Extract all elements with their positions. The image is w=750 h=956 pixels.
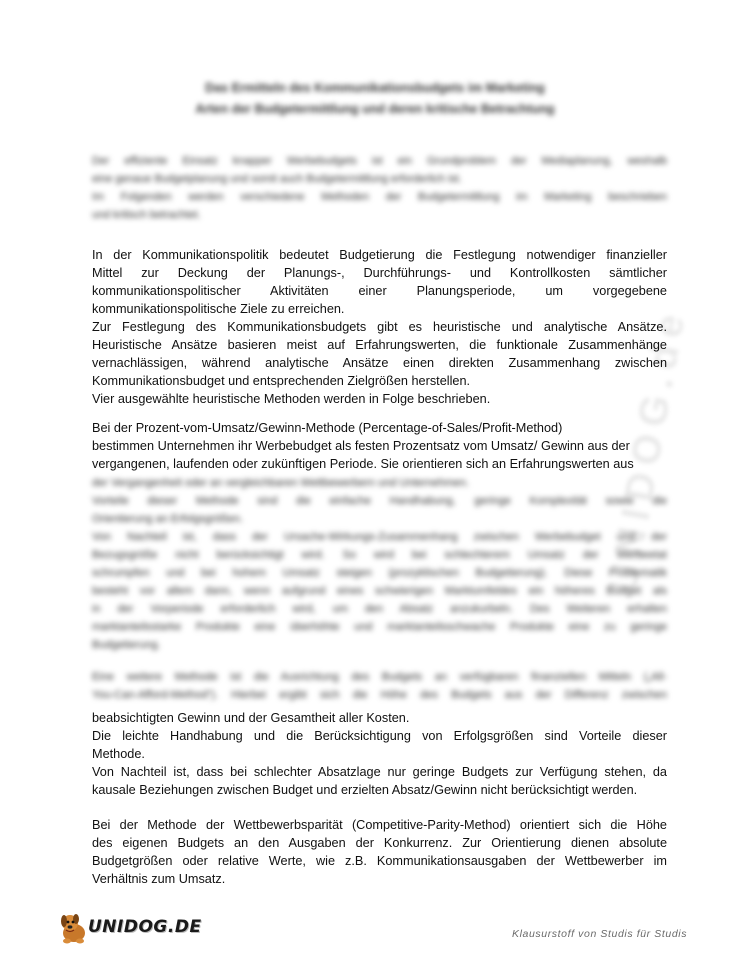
logo-text: UNIDOG.DE bbox=[88, 917, 202, 937]
text-line: Bei der Methode der Wettbewerbsparität (Competitive-Parity-Method) orientiert sich die Höhe bbox=[92, 818, 667, 832]
text-line: besteht vor allem dann, wenn aufgrund eines schwierigen Marktumfeldes ein höheres Budget als bbox=[92, 585, 667, 597]
title-line-2: Arten der Budgetermittlung und deren kritische Betrachtung bbox=[195, 102, 555, 116]
dog-icon bbox=[56, 911, 90, 945]
text-line: der Vergangenheit oder an vergleichbaren Wettbewerbern und Unternehmen. bbox=[92, 477, 470, 489]
text-line: Verhältnis zum Umsatz. bbox=[92, 872, 226, 886]
title-line-1: Das Ermitteln des Kommunikationsbudgets im Marketing bbox=[205, 81, 545, 95]
text-line: Mittel zur Deckung der Planungs-, Durchführungs- und Kontrollkosten sämtlicher bbox=[92, 266, 667, 280]
text-line: Die leichte Handhabung und die Berücksichtigung von Erfolgsgrößen sind Vorteile dieser bbox=[92, 729, 667, 743]
unidog-logo bbox=[56, 911, 202, 945]
text-line: Heuristische Ansätze basieren meist auf Erfahrungswerten, die funktionale Zusammenhänge bbox=[92, 338, 667, 352]
intro-paragraph bbox=[92, 152, 667, 224]
text-line: des eigenen Budgets an den Ausgaben der Konkurrenz. Zur Orientierung dienen absolute bbox=[92, 836, 667, 850]
text-line: kommunikationspolitischer Aktivitäten einer Planungsperiode, um vorgegebene bbox=[92, 284, 667, 298]
text-line: Der effiziente Einsatz knapper Werbebudgets ist ein Grundproblem der Mediaplanung, weshalb bbox=[92, 155, 667, 167]
text-line: in der Vorperiode erforderlich wird, um den Absatz anzukurbeln. Des Weiteren erhalten bbox=[92, 603, 667, 615]
text-line: Im Folgenden werden verschiedene Methoden der Budgetermittlung im Marketing beschrieben bbox=[92, 191, 667, 203]
document-title bbox=[90, 78, 660, 120]
text-line: Orientierung an Erfolgsgrößen. bbox=[92, 513, 244, 525]
paragraph-prozent-vom-umsatz-blurred bbox=[92, 474, 667, 654]
text-line: Budgetierung. bbox=[92, 639, 161, 651]
text-line: bestimmen Unternehmen ihr Werbebudget als festen Prozentsatz vom Umsatz/ Gewinn aus der bbox=[92, 439, 630, 453]
page-footer bbox=[0, 905, 750, 950]
text-line: Vier ausgewählte heuristische Methoden werden in Folge beschrieben. bbox=[92, 392, 491, 406]
text-line: eine genaue Budgetplanung und somit auch Budgetermittlung erforderlich ist. bbox=[92, 173, 462, 185]
paragraph-all-you-can-afford-blurred bbox=[92, 668, 667, 704]
paragraph-budgetierung bbox=[92, 246, 667, 408]
text-line: vergangenen, laufenden oder zukünftigen Periode. Sie orientieren sich an Erfahrungswerten aus bbox=[92, 457, 634, 471]
text-line: Bezugsgröße nicht berücksichtigt wird. So wird bei schlechterem Umsatz der Werbeetat bbox=[92, 549, 667, 561]
paragraph-all-you-can-afford bbox=[92, 709, 667, 799]
text-line: You-Can-Afford-Method“). Hierbei ergibt sich die Höhe des Budgets aus der Differenz zwischen bbox=[92, 689, 667, 701]
paragraph-prozent-vom-umsatz bbox=[92, 419, 667, 473]
text-line: Zur Festlegung des Kommunikationsbudgets gibt es heuristische und analytische Ansätze. bbox=[92, 320, 667, 334]
footer-tagline: Klausurstoff von Studis für Studis bbox=[512, 928, 688, 940]
text-line: marktanteilsstarke Produkte eine überhöhte und marktanteilsschwache Produkte eine zu geringe bbox=[92, 621, 667, 633]
text-line: kommunikationspolitische Ziele zu erreichen. bbox=[92, 302, 345, 316]
text-line: Methode. bbox=[92, 747, 145, 761]
text-line: vernachlässigen, während analytische Ansätze einen direkten Zusammenhang zwischen bbox=[92, 356, 667, 370]
text-line: Von Nachteil ist, dass der Ursache-Wirkungs-Zusammenhang zwischen Werbebudget und der bbox=[92, 531, 667, 543]
text-line: kausale Beziehungen zwischen Budget und erzielten Absatz/Gewinn nicht berücksichtigt werden. bbox=[92, 783, 638, 797]
text-line: beabsichtigten Gewinn und der Gesamtheit aller Kosten. bbox=[92, 711, 410, 725]
text-line: Eine weitere Methode ist die Ausrichtung des Budgets an verfügbaren finanziellen Mitteln („All- bbox=[92, 671, 667, 683]
text-line: und kritisch betrachtet. bbox=[92, 209, 201, 221]
text-line: Budgetgrößen oder relative Werte, wie z.B. Kommunikationsausgaben der Wettbewerber im bbox=[92, 854, 667, 868]
text-line: In der Kommunikationspolitik bedeutet Budgetierung die Festlegung notwendiger finanzieller bbox=[92, 248, 667, 262]
text-line: Kommunikationsbudget und entsprechenden Zielgrößen herstellen. bbox=[92, 374, 471, 388]
text-line: Bei der Prozent-vom-Umsatz/Gewinn-Methode (Percentage-of-Sales/Profit-Method) bbox=[92, 421, 563, 435]
text-line: Vorteile dieser Methode sind die einfache Handhabung, geringe Komplexität sowie die bbox=[92, 495, 667, 507]
text-line: schrumpfen und bei hohem Umsatz steigen (prozyklischen Budgetierung). Diese Problematik bbox=[92, 567, 667, 579]
paragraph-wettbewerbsparitaet bbox=[92, 816, 667, 888]
watermark-text: UNIDOG.de bbox=[600, 303, 695, 597]
text-line: Von Nachteil ist, dass bei schlechter Absatzlage nur geringe Budgets zur Verfügung stehen, da bbox=[92, 765, 667, 779]
